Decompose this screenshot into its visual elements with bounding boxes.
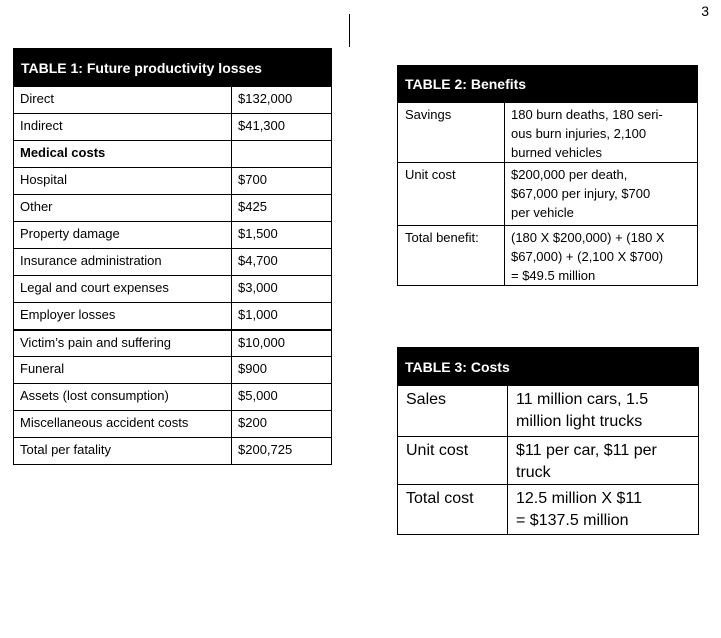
value-line: 11 million cars, 1.5 bbox=[516, 391, 649, 408]
row-label: Total cost bbox=[398, 485, 508, 535]
value-line: $11 per car, $11 per bbox=[516, 442, 657, 459]
row-label: Savings bbox=[398, 103, 505, 163]
row-value bbox=[508, 386, 699, 437]
table-row bbox=[14, 195, 332, 222]
row-value bbox=[505, 226, 698, 286]
table-row bbox=[14, 276, 332, 303]
value-line: 12.5 million X $11 bbox=[516, 490, 642, 507]
table-costs bbox=[397, 347, 699, 535]
row-label: Direct bbox=[14, 87, 232, 114]
row-value: $1,500 bbox=[232, 222, 332, 249]
row-value: $41,300 bbox=[232, 114, 332, 141]
row-label: Indirect bbox=[14, 114, 232, 141]
row-label: Unit cost bbox=[398, 163, 505, 226]
value-line: million light trucks bbox=[516, 413, 643, 430]
table-row bbox=[14, 303, 332, 330]
value-line: $67,000 per injury, $700 bbox=[511, 186, 651, 201]
table-row bbox=[14, 222, 332, 249]
row-value bbox=[508, 437, 699, 485]
table-row bbox=[14, 357, 332, 384]
row-label: Hospital bbox=[14, 168, 232, 195]
row-label: Miscellaneous accident costs bbox=[14, 411, 232, 438]
row-value: $200,725 bbox=[232, 438, 332, 465]
row-value: $3,000 bbox=[232, 276, 332, 303]
table-row bbox=[14, 384, 332, 411]
row-value: $10,000 bbox=[232, 330, 332, 357]
table2-title: TABLE 2: Benefits bbox=[398, 66, 698, 103]
row-value: $200 bbox=[232, 411, 332, 438]
value-line: = $49.5 million bbox=[511, 268, 596, 283]
row-value: $1,000 bbox=[232, 303, 332, 330]
table-row bbox=[398, 485, 699, 535]
table1-title: TABLE 1: Future productivity losses bbox=[14, 49, 332, 87]
row-label: Insurance administration bbox=[14, 249, 232, 276]
table-row bbox=[398, 103, 698, 163]
row-value: $700 bbox=[232, 168, 332, 195]
row-value: $5,000 bbox=[232, 384, 332, 411]
table-row bbox=[398, 386, 699, 437]
row-value bbox=[505, 103, 698, 163]
row-label: Unit cost bbox=[398, 437, 508, 485]
row-label: Legal and court expenses bbox=[14, 276, 232, 303]
row-value: $132,000 bbox=[232, 87, 332, 114]
value-line: truck bbox=[516, 464, 551, 481]
row-label: Property damage bbox=[14, 222, 232, 249]
value-line: ous burn injuries, 2,100 bbox=[511, 126, 647, 141]
row-label: Victim’s pain and suffering bbox=[14, 330, 232, 357]
row-value bbox=[508, 485, 699, 535]
table-row bbox=[398, 437, 699, 485]
table-productivity-losses bbox=[13, 48, 332, 465]
table-row bbox=[14, 87, 332, 114]
table-row bbox=[14, 330, 332, 357]
row-label: Other bbox=[14, 195, 232, 222]
table-row bbox=[14, 411, 332, 438]
text-cursor bbox=[349, 14, 350, 47]
row-label: Employer losses bbox=[14, 303, 232, 330]
value-line: = $137.5 million bbox=[516, 512, 629, 529]
row-label: Total per fatality bbox=[14, 438, 232, 465]
value-line: $200,000 per death, bbox=[511, 167, 628, 182]
value-line: burned vehicles bbox=[511, 145, 603, 160]
row-value: $4,700 bbox=[232, 249, 332, 276]
row-label: Sales bbox=[398, 386, 508, 437]
value-line: per vehicle bbox=[511, 205, 574, 220]
value-line: 180 burn deaths, 180 seri- bbox=[511, 107, 663, 122]
table-row bbox=[14, 141, 332, 168]
table-row bbox=[14, 114, 332, 141]
row-value: $900 bbox=[232, 357, 332, 384]
table-benefits bbox=[397, 65, 698, 286]
row-value bbox=[505, 163, 698, 226]
row-label: Funeral bbox=[14, 357, 232, 384]
table3-title: TABLE 3: Costs bbox=[398, 348, 699, 386]
value-line: $67,000) + (2,100 X $700) bbox=[511, 249, 664, 264]
table-row bbox=[14, 438, 332, 465]
row-label: Assets (lost consumption) bbox=[14, 384, 232, 411]
row-label: Medical costs bbox=[14, 141, 232, 168]
row-value bbox=[232, 141, 332, 168]
row-label: Total benefit: bbox=[398, 226, 505, 286]
page-number: 3 bbox=[701, 3, 709, 19]
table-row bbox=[14, 168, 332, 195]
row-value: $425 bbox=[232, 195, 332, 222]
table-row bbox=[398, 163, 698, 226]
table-row bbox=[398, 226, 698, 286]
value-line: (180 X $200,000) + (180 X bbox=[511, 230, 665, 245]
table-row bbox=[14, 249, 332, 276]
